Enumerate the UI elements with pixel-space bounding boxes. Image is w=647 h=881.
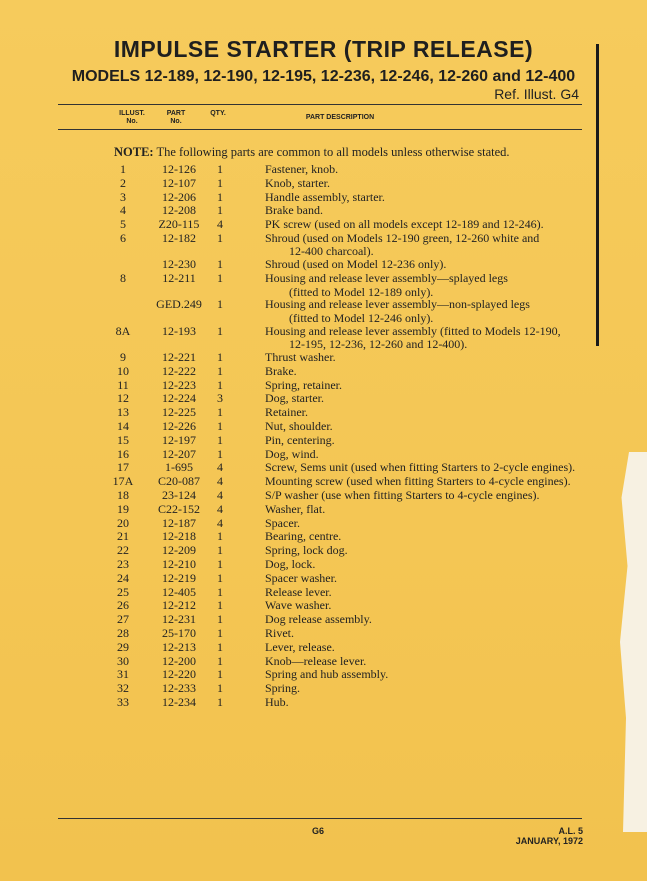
part-description <box>265 392 585 406</box>
description-line: PK screw (used on all models except 12-189 and 12-246). <box>265 217 544 232</box>
table-row <box>0 272 647 298</box>
quantity: 4 <box>217 460 223 475</box>
quantity: 4 <box>217 487 223 502</box>
description-line: (fitted to Model 12-189 only). <box>289 284 434 299</box>
part-description <box>265 641 585 655</box>
table-row <box>0 406 647 420</box>
illust-number: 26 <box>117 598 129 613</box>
illust-number: 28 <box>117 625 129 640</box>
illust-number: 10 <box>117 363 129 378</box>
illust-number: 6 <box>120 230 126 245</box>
table-row <box>0 655 647 669</box>
quantity: 1 <box>217 681 223 696</box>
description-line: Spring, lock dog. <box>265 543 348 558</box>
table-row <box>0 489 647 503</box>
illust-number: 19 <box>117 501 129 516</box>
col-part-l1: PART <box>166 110 186 117</box>
illust-number: 18 <box>117 487 129 502</box>
quantity: 4 <box>217 515 223 530</box>
part-number: 12-182 <box>162 230 196 245</box>
part-description <box>265 599 585 613</box>
illust-number: 31 <box>117 667 129 682</box>
description-line: Dog, wind. <box>265 446 319 461</box>
illust-number: 32 <box>117 681 129 696</box>
part-description <box>265 613 585 627</box>
description-line: Handle assembly, starter. <box>265 189 385 204</box>
part-number: 12-213 <box>162 639 196 654</box>
part-number: 12-193 <box>162 323 196 338</box>
description-line: Knob, starter. <box>265 175 330 190</box>
illust-number: 17 <box>117 460 129 475</box>
quantity: 1 <box>217 653 223 668</box>
table-row <box>0 696 647 710</box>
description-line: Spring, retainer. <box>265 377 342 392</box>
table-row <box>0 544 647 558</box>
table-row <box>0 668 647 682</box>
description-line: Nut, shoulder. <box>265 418 333 433</box>
table-row <box>0 572 647 586</box>
description-line: Mounting screw (used when fitting Starters to 4-cycle engines). <box>265 474 571 489</box>
description-line: Rivet. <box>265 625 294 640</box>
description-line: (fitted to Model 12-246 only). <box>289 310 434 325</box>
quantity: 1 <box>217 418 223 433</box>
description-line: Spring and hub assembly. <box>265 667 389 682</box>
quantity: 1 <box>217 639 223 654</box>
part-number: 12-225 <box>162 405 196 420</box>
illust-number: 22 <box>117 543 129 558</box>
quantity: 1 <box>217 612 223 627</box>
part-description <box>265 191 585 205</box>
quantity: 1 <box>217 405 223 420</box>
illust-number: 33 <box>117 694 129 709</box>
part-description <box>265 434 585 448</box>
description-line: Housing and release lever assembly (fitted to Models 12-190, <box>265 323 561 338</box>
quantity: 1 <box>217 230 223 245</box>
illust-number: 12 <box>117 391 129 406</box>
description-line: Hub. <box>265 694 289 709</box>
part-number: C20-087 <box>158 474 200 489</box>
part-description <box>265 163 585 177</box>
part-description <box>265 258 585 272</box>
table-row <box>0 163 647 177</box>
part-description <box>265 232 585 259</box>
table-row <box>0 682 647 696</box>
quantity: 1 <box>217 584 223 599</box>
illust-number: 8 <box>120 271 126 286</box>
table-row <box>0 325 647 351</box>
part-number: Z20-115 <box>158 217 200 232</box>
part-number: 23-124 <box>162 487 196 502</box>
table-row <box>0 503 647 517</box>
illust-number: 2 <box>120 175 126 190</box>
illust-number: 21 <box>117 529 129 544</box>
part-number: C22-152 <box>158 501 200 516</box>
description-line: Spacer washer. <box>265 570 337 585</box>
part-number: 12-212 <box>162 598 196 613</box>
parts-list <box>0 163 647 710</box>
part-number: 12-210 <box>162 556 196 571</box>
description-line: Brake. <box>265 363 297 378</box>
table-row <box>0 191 647 205</box>
part-number: 12-219 <box>162 570 196 585</box>
table-row <box>0 379 647 393</box>
table-row <box>0 641 647 655</box>
part-description <box>265 489 585 503</box>
illust-number: 15 <box>117 432 129 447</box>
quantity: 1 <box>217 203 223 218</box>
quantity: 4 <box>217 217 223 232</box>
quantity: 1 <box>217 694 223 709</box>
col-illust-l2: No. <box>126 118 138 125</box>
illust-number: 3 <box>120 189 126 204</box>
quantity: 1 <box>217 556 223 571</box>
table-row <box>0 204 647 218</box>
table-row <box>0 530 647 544</box>
description-line: Shroud (used on Models 12-190 green, 12-260 white and <box>265 230 540 245</box>
part-number: 1-695 <box>165 460 193 475</box>
quantity: 1 <box>217 271 223 286</box>
part-description <box>265 503 585 517</box>
part-number: 12-221 <box>162 349 196 364</box>
note-text: The following parts are common to all models unless otherwise stated. <box>156 145 510 159</box>
quantity: 1 <box>217 189 223 204</box>
quantity: 1 <box>217 257 223 272</box>
amendment-info <box>516 826 583 846</box>
description-line: Shroud (used on Model 12-236 only). <box>265 257 447 272</box>
description-line: Brake band. <box>265 203 323 218</box>
part-number: 12-224 <box>162 391 196 406</box>
part-number: 12-107 <box>162 175 196 190</box>
table-row <box>0 558 647 572</box>
illust-number: 27 <box>117 612 129 627</box>
amendment-list: A.L. 5 <box>558 826 583 836</box>
table-row <box>0 475 647 489</box>
part-number: 12-187 <box>162 515 196 530</box>
part-number: GED.249 <box>156 297 202 312</box>
table-row <box>0 627 647 641</box>
part-description <box>265 655 585 669</box>
table-row <box>0 218 647 232</box>
part-description <box>265 627 585 641</box>
description-line: Knob—release lever. <box>265 653 367 668</box>
part-description <box>265 586 585 600</box>
part-description <box>265 558 585 572</box>
part-description <box>265 448 585 462</box>
part-description <box>265 517 585 531</box>
part-number: 12-222 <box>162 363 196 378</box>
header-rule-top <box>58 104 582 105</box>
part-number: 12-405 <box>162 584 196 599</box>
part-description <box>265 682 585 696</box>
part-description <box>265 298 585 325</box>
illust-number: 4 <box>120 203 126 218</box>
part-number: 12-218 <box>162 529 196 544</box>
illust-number: 29 <box>117 639 129 654</box>
description-line: Lever, release. <box>265 639 335 654</box>
illust-number: 30 <box>117 653 129 668</box>
illust-number: 11 <box>117 377 129 392</box>
description-line: Release lever. <box>265 584 332 599</box>
description-line: S/P washer (use when fitting Starters to 4-cycle engines). <box>265 487 540 502</box>
quantity: 1 <box>217 446 223 461</box>
illust-number: 8A <box>115 323 131 338</box>
part-description <box>265 406 585 420</box>
part-description <box>265 218 585 232</box>
description-line: 12-195, 12-236, 12-260 and 12-400). <box>289 337 468 352</box>
part-number: 12-126 <box>162 162 196 176</box>
description-line: Fastener, knob. <box>265 162 339 176</box>
table-row <box>0 258 647 272</box>
description-line: Bearing, centre. <box>265 529 342 544</box>
part-number: 12-231 <box>162 612 196 627</box>
quantity: 1 <box>217 377 223 392</box>
description-line: Dog, starter. <box>265 391 324 406</box>
quantity: 1 <box>217 625 223 640</box>
part-description <box>265 461 585 475</box>
part-number: 12-206 <box>162 189 196 204</box>
quantity: 1 <box>217 598 223 613</box>
description-line: Retainer. <box>265 405 308 420</box>
part-description <box>265 379 585 393</box>
page-number: G6 <box>312 826 325 836</box>
part-number: 12-226 <box>162 418 196 433</box>
header-rule-bottom <box>58 129 582 130</box>
table-row <box>0 392 647 406</box>
col-desc: PART DESCRIPTION <box>305 114 375 121</box>
table-row <box>0 177 647 191</box>
part-number: 12-200 <box>162 653 196 668</box>
table-row <box>0 365 647 379</box>
part-description <box>265 272 585 299</box>
part-number: 25-170 <box>162 625 196 640</box>
table-row <box>0 461 647 475</box>
illust-number: 13 <box>117 405 129 420</box>
illust-number: 5 <box>120 217 126 232</box>
description-line: Screw, Sems unit (used when fitting Starters to 2-cycle engines). <box>265 460 576 475</box>
col-part-l2: No. <box>170 118 182 125</box>
quantity: 1 <box>217 432 223 447</box>
part-description <box>265 351 585 365</box>
part-number: 12-207 <box>162 446 196 461</box>
illust-number: 23 <box>117 556 129 571</box>
quantity: 1 <box>217 349 223 364</box>
quantity: 1 <box>217 297 223 312</box>
illust-number: 20 <box>117 515 129 530</box>
note <box>114 145 510 160</box>
models-line: MODELS 12-189, 12-190, 12-195, 12-236, 12-246, 12-260 and 12-400 <box>71 68 576 85</box>
quantity: 1 <box>217 667 223 682</box>
page-title: IMPULSE STARTER (TRIP RELEASE) <box>113 36 534 62</box>
part-description <box>265 544 585 558</box>
part-description <box>265 204 585 218</box>
description-line: Housing and release lever assembly—splayed legs <box>265 271 508 286</box>
illust-number: 16 <box>117 446 129 461</box>
description-line: Washer, flat. <box>265 501 326 516</box>
quantity: 1 <box>217 363 223 378</box>
illust-number: 17A <box>112 474 134 489</box>
description-line: Spring. <box>265 681 301 696</box>
description-line: Housing and release lever assembly—non-splayed legs <box>265 297 530 312</box>
quantity: 1 <box>217 529 223 544</box>
illustration-ref: Ref. Illust. G4 <box>494 86 579 102</box>
illust-number: 9 <box>120 349 126 364</box>
table-row <box>0 351 647 365</box>
part-number: 12-230 <box>162 257 196 272</box>
illust-number: 14 <box>117 418 129 433</box>
part-description <box>265 325 585 352</box>
part-description <box>265 696 585 710</box>
part-description <box>265 365 585 379</box>
part-description <box>265 475 585 489</box>
description-line: Pin, centering. <box>265 432 335 447</box>
quantity: 1 <box>217 323 223 338</box>
part-number: 12-223 <box>162 377 196 392</box>
part-description <box>265 177 585 191</box>
col-qty: QTY. <box>210 110 226 117</box>
quantity: 1 <box>217 543 223 558</box>
description-line: 12-400 charcoal). <box>289 244 374 259</box>
part-number: 12-209 <box>162 543 196 558</box>
part-description <box>265 668 585 682</box>
part-description <box>265 572 585 586</box>
part-description <box>265 530 585 544</box>
illust-number: 1 <box>120 162 126 176</box>
part-number: 12-197 <box>162 432 196 447</box>
col-illust <box>112 110 152 126</box>
table-row <box>0 232 647 258</box>
col-illust-l1: ILLUST. <box>119 110 145 117</box>
part-number: 12-234 <box>162 694 196 709</box>
table-row <box>0 613 647 627</box>
quantity: 4 <box>217 501 223 516</box>
quantity: 1 <box>217 162 223 176</box>
description-line: Wave washer. <box>265 598 332 613</box>
table-row <box>0 586 647 600</box>
quantity: 4 <box>217 474 223 489</box>
table-row <box>0 517 647 531</box>
table-row <box>0 448 647 462</box>
table-row <box>0 298 647 324</box>
quantity: 1 <box>217 175 223 190</box>
note-label: NOTE: <box>114 145 154 159</box>
description-line: Dog, lock. <box>265 556 316 571</box>
description-line: Dog release assembly. <box>265 612 372 627</box>
table-row <box>0 434 647 448</box>
issue-date: JANUARY, 1972 <box>515 836 583 846</box>
part-number: 12-208 <box>162 203 196 218</box>
part-number: 12-211 <box>162 271 196 286</box>
illust-number: 24 <box>117 570 129 585</box>
part-number: 12-233 <box>162 681 196 696</box>
table-row <box>0 599 647 613</box>
col-part <box>156 110 196 126</box>
illust-number: 25 <box>117 584 129 599</box>
description-line: Thrust washer. <box>265 349 336 364</box>
description-line: Spacer. <box>265 515 300 530</box>
part-description <box>265 420 585 434</box>
part-number: 12-220 <box>162 667 196 682</box>
footer-rule <box>58 818 582 819</box>
table-row <box>0 420 647 434</box>
quantity: 3 <box>217 391 223 406</box>
quantity: 1 <box>217 570 223 585</box>
